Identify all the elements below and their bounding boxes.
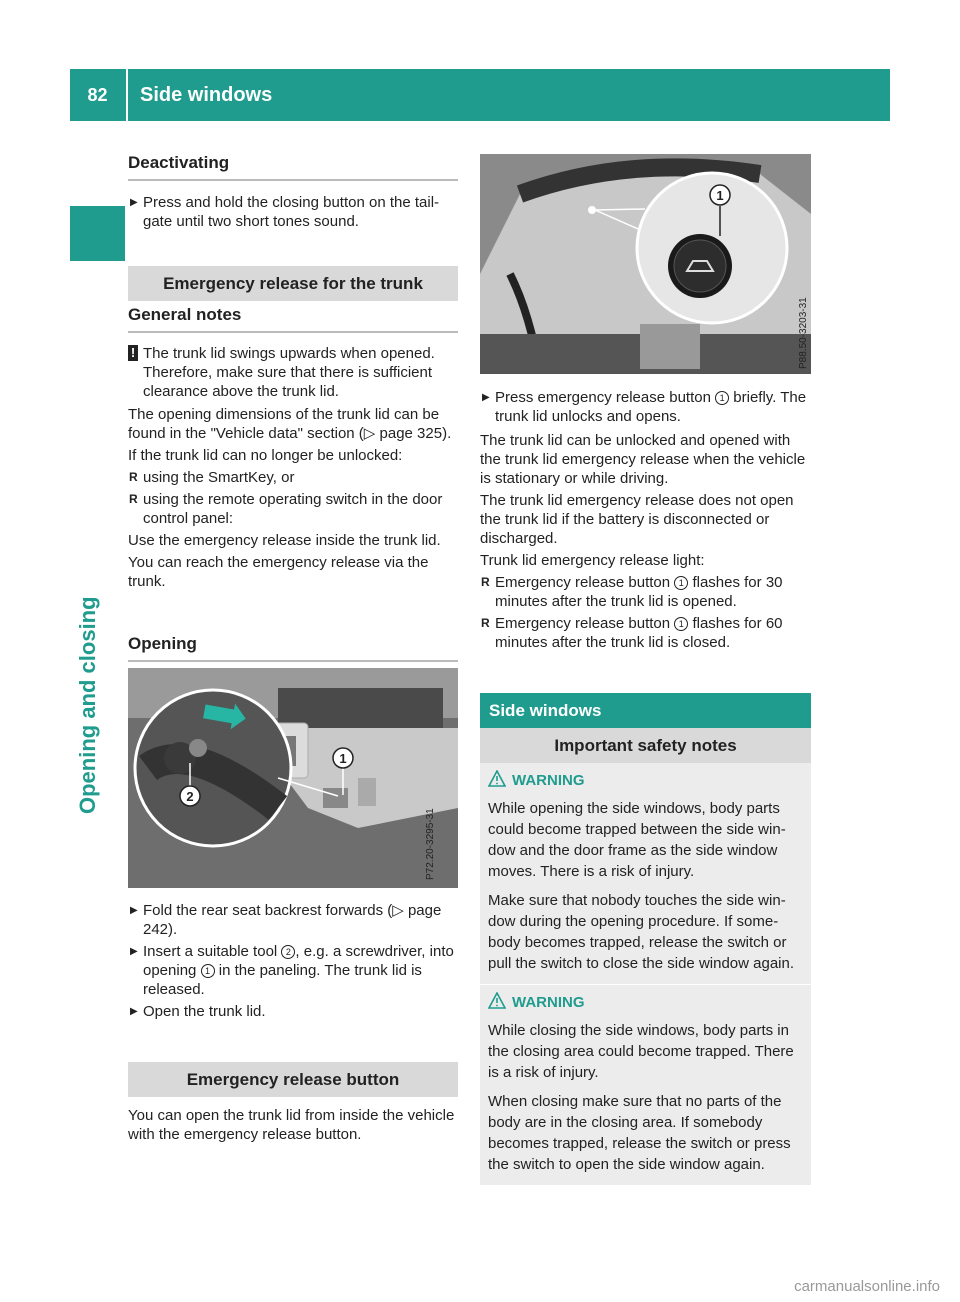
list-item: R using the remote operating switch in the door control panel: bbox=[128, 490, 458, 528]
side-windows-bar: Side windows bbox=[480, 693, 811, 728]
list-item: R using the SmartKey, or bbox=[128, 468, 458, 487]
paragraph: The opening dimensions of the trunk lid can be found in the "Vehicle data" section (▷ page 325). bbox=[128, 406, 452, 442]
header-divider bbox=[126, 69, 128, 121]
sidebar-section-label: Opening and closing bbox=[75, 596, 100, 814]
warning-icon bbox=[488, 770, 506, 787]
warning-text: When closing make sure that no parts of the body are in the closing area. If somebody becomes trapped, release the switch or press the switch to open the side window again. bbox=[488, 1093, 791, 1173]
header-title: Side windows bbox=[140, 84, 273, 106]
paragraph: If the trunk lid can no longer be unlocked: bbox=[128, 447, 403, 464]
emergency-button-bar: Emergency release button bbox=[128, 1062, 458, 1097]
callout-1-label: 1 bbox=[339, 751, 347, 766]
warning-label: WARNING bbox=[512, 994, 585, 1011]
paragraph: Use the emergency release inside the trunk lid. bbox=[128, 532, 441, 549]
warning-text: While opening the side windows, body parts could become trapped between the side window and the door frame as the side window moves. There is a risk of injury. bbox=[488, 800, 786, 880]
notice bbox=[128, 344, 458, 401]
paragraph: You can open the trunk lid from inside the vehicle with the emergency release button. bbox=[128, 1107, 455, 1143]
step-3: ▶ Open the trunk lid. bbox=[128, 1002, 458, 1021]
callout-1-inline: 1 bbox=[201, 964, 215, 978]
callout-2-inline: 2 bbox=[281, 945, 295, 959]
page-header bbox=[70, 69, 890, 121]
safety-notes-bar: Important safety notes bbox=[480, 728, 811, 763]
general-notes-heading: General notes bbox=[128, 305, 458, 333]
image-code: P88.50-3203-31 bbox=[798, 297, 809, 369]
paragraph: You can reach the emergency release via the trunk. bbox=[128, 554, 429, 590]
warning-label: WARNING bbox=[512, 772, 585, 789]
paragraph: The trunk lid can be unlocked and opened with the trunk lid emergency release when the vehicle is stationary or while driving. bbox=[480, 432, 806, 487]
emergency-trunk-bar: Emergency release for the trunk bbox=[128, 266, 458, 301]
trunk-paneling-image bbox=[128, 668, 458, 888]
opening-heading: Opening bbox=[128, 634, 458, 662]
step: ▶ Press emergency release button 1 briefly. The trunk lid unlocks and opens. bbox=[480, 388, 811, 426]
paragraph: The trunk lid emergency release does not open the trunk lid if the battery is disconnected or discharged. bbox=[480, 492, 794, 547]
warning-box bbox=[480, 985, 811, 1185]
step-1: ▶ Fold the rear seat backrest forwards (▷ page 242). bbox=[128, 901, 458, 939]
deactivating-heading: Deactivating bbox=[128, 153, 458, 181]
paragraph: Trunk lid emergency release light: bbox=[480, 552, 705, 569]
step-2: ▶ Insert a suitable tool 2 , e.g. a screwdriver, into opening 1 in the paneling. The trunk lid is released. bbox=[128, 942, 458, 999]
callout-1-inline: 1 bbox=[715, 391, 729, 405]
notice-icon: ! bbox=[128, 345, 138, 361]
footer-watermark: carmanualsonline.info bbox=[794, 1278, 940, 1295]
warning-icon bbox=[488, 992, 506, 1009]
callout-1-label: 1 bbox=[716, 188, 724, 203]
callout-1-inline: 1 bbox=[674, 576, 688, 590]
page-number: 82 bbox=[87, 85, 108, 105]
warning-text: While closing the side windows, body parts in the closing area could become trapped. There is a risk of injury. bbox=[488, 1022, 794, 1081]
section-sidebar bbox=[70, 206, 125, 1124]
emergency-release-button-image bbox=[480, 154, 811, 374]
callout-2-label: 2 bbox=[186, 789, 194, 804]
notice-text: The trunk lid swings upwards when opened. Therefore, make sure that there is sufficient clearance above the trunk lid. bbox=[143, 345, 435, 400]
list-item: R Emergency release button 1 flashes for 60 minutes after the trunk lid is closed. bbox=[480, 614, 811, 652]
deactivating-step: ▶ Press and hold the closing button on the tailgate until two short tones sound. bbox=[128, 193, 458, 231]
warning-text: Make sure that nobody touches the side window during the opening procedure. If somebody becomes trapped, release the switch or pull the switch to close the side window again. bbox=[488, 892, 795, 972]
callout-1-inline: 1 bbox=[674, 617, 688, 631]
warning-box bbox=[480, 763, 811, 984]
image-code: P72.20-3295-31 bbox=[425, 808, 436, 880]
list-item: R Emergency release button 1 flashes for 30 minutes after the trunk lid is opened. bbox=[480, 573, 811, 611]
